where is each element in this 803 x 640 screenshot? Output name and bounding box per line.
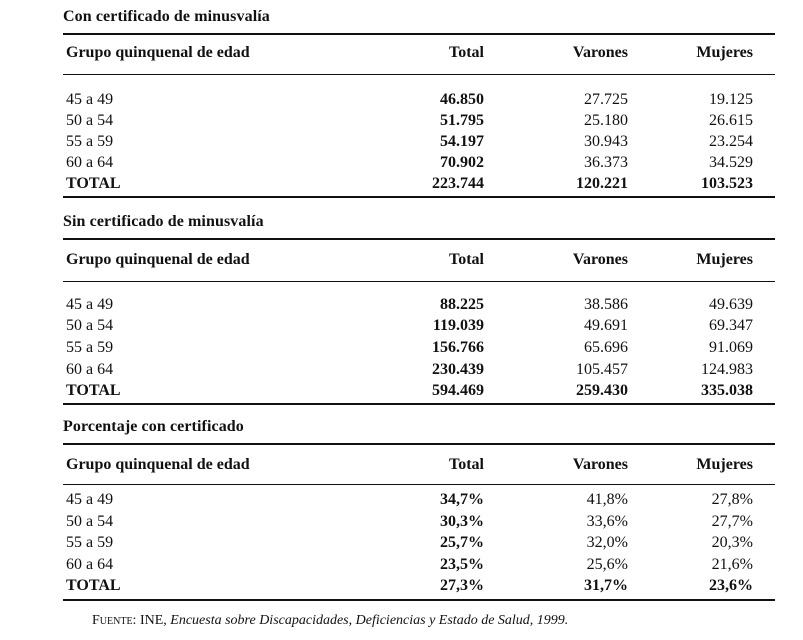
table-row [63, 512, 775, 532]
row-varones: 65.696 [584, 339, 628, 356]
table-rule [63, 403, 775, 405]
table-row [63, 132, 775, 152]
row-total: 25,7% [440, 534, 484, 551]
row-group: 50 a 54 [66, 112, 114, 129]
row-mujeres: 69.347 [709, 317, 753, 334]
row-group: 45 a 49 [66, 296, 114, 313]
row-mujeres: 27,7% [711, 513, 753, 530]
source-note [92, 613, 568, 629]
header-group: Grupo quinquenal de edad [66, 44, 250, 61]
row-mujeres: 23.254 [709, 133, 753, 150]
header-varones: Varones [572, 456, 628, 473]
table-row [63, 295, 775, 315]
section-title: Porcentaje con certificado [63, 418, 244, 435]
row-total: 223.744 [432, 175, 484, 192]
header-mujeres: Mujeres [696, 251, 753, 268]
source-org: INE, [139, 613, 167, 628]
row-varones: 27.725 [584, 91, 628, 108]
table-row [63, 490, 775, 510]
row-total: 46.850 [440, 91, 484, 108]
row-varones: 31,7% [584, 577, 628, 594]
table-header [63, 250, 775, 270]
table-row [63, 316, 775, 336]
row-total: 30,3% [440, 513, 484, 530]
row-total: 54.197 [440, 133, 484, 150]
row-mujeres: 23,6% [709, 577, 753, 594]
table-row [63, 111, 775, 131]
row-group: TOTAL [66, 577, 121, 594]
row-group: 60 a 64 [66, 154, 114, 171]
row-varones: 30.943 [584, 133, 628, 150]
row-mujeres: 103.523 [701, 175, 753, 192]
row-total: 230.439 [432, 361, 484, 378]
row-varones: 120.221 [576, 175, 628, 192]
header-varones: Varones [572, 251, 628, 268]
table-rule [63, 281, 775, 282]
header-total: Total [449, 44, 484, 61]
row-varones: 33,6% [586, 513, 628, 530]
row-group: TOTAL [66, 382, 121, 399]
header-mujeres: Mujeres [696, 44, 753, 61]
header-group: Grupo quinquenal de edad [66, 456, 250, 473]
table-rule [63, 196, 775, 198]
row-total: 70.902 [440, 154, 484, 171]
source-title: Encuesta sobre Discapacidades, Deficiencias y Estado de Salud, 1999. [170, 613, 569, 628]
row-group: 55 a 59 [66, 339, 114, 356]
row-group: 60 a 64 [66, 556, 114, 573]
section-title: Sin certificado de minusvalía [63, 213, 264, 230]
row-mujeres: 49.639 [709, 296, 753, 313]
row-total: 594.469 [432, 382, 484, 399]
row-group: TOTAL [66, 175, 121, 192]
header-mujeres: Mujeres [696, 456, 753, 473]
row-varones: 41,8% [586, 491, 628, 508]
table-header [63, 455, 775, 475]
row-varones: 38.586 [584, 296, 628, 313]
row-varones: 36.373 [584, 154, 628, 171]
row-total: 34,7% [440, 491, 484, 508]
table-row [63, 338, 775, 358]
table-row [63, 360, 775, 380]
header-total: Total [449, 456, 484, 473]
row-mujeres: 26.615 [709, 112, 753, 129]
table-rule [63, 74, 775, 75]
header-varones: Varones [572, 44, 628, 61]
source-label: Fuente: [92, 613, 137, 628]
row-varones: 32,0% [586, 534, 628, 551]
table-rule [63, 443, 775, 445]
section-title: Con certificado de minusvalía [63, 8, 270, 25]
row-varones: 49.691 [584, 317, 628, 334]
row-mujeres: 335.038 [701, 382, 753, 399]
row-total: 27,3% [440, 577, 484, 594]
row-mujeres: 21,6% [711, 556, 753, 573]
row-total: 23,5% [440, 556, 484, 573]
row-mujeres: 34.529 [709, 154, 753, 171]
row-group: 50 a 54 [66, 317, 114, 334]
table-total-row [63, 576, 775, 596]
table-rule [63, 599, 775, 601]
header-group: Grupo quinquenal de edad [66, 251, 250, 268]
row-group: 55 a 59 [66, 133, 114, 150]
table-rule [63, 238, 775, 240]
row-total: 119.039 [432, 317, 484, 334]
table-row [63, 555, 775, 575]
table-total-row [63, 381, 775, 401]
table-row [63, 153, 775, 173]
row-mujeres: 19.125 [709, 91, 753, 108]
row-total: 51.795 [440, 112, 484, 129]
row-mujeres: 124.983 [701, 361, 753, 378]
table-rule [63, 33, 775, 35]
table-header [63, 43, 775, 63]
row-group: 55 a 59 [66, 534, 114, 551]
row-mujeres: 20,3% [711, 534, 753, 551]
table-row [63, 90, 775, 110]
table-rule [63, 484, 775, 485]
row-total: 88.225 [440, 296, 484, 313]
row-group: 45 a 49 [66, 91, 114, 108]
row-varones: 25,6% [586, 556, 628, 573]
row-varones: 25.180 [584, 112, 628, 129]
row-varones: 259.430 [576, 382, 628, 399]
row-mujeres: 91.069 [709, 339, 753, 356]
row-group: 60 a 64 [66, 361, 114, 378]
row-group: 45 a 49 [66, 491, 114, 508]
row-varones: 105.457 [576, 361, 628, 378]
table-row [63, 533, 775, 553]
table-total-row [63, 174, 775, 194]
row-group: 50 a 54 [66, 513, 114, 530]
header-total: Total [449, 251, 484, 268]
row-mujeres: 27,8% [711, 491, 753, 508]
row-total: 156.766 [432, 339, 484, 356]
